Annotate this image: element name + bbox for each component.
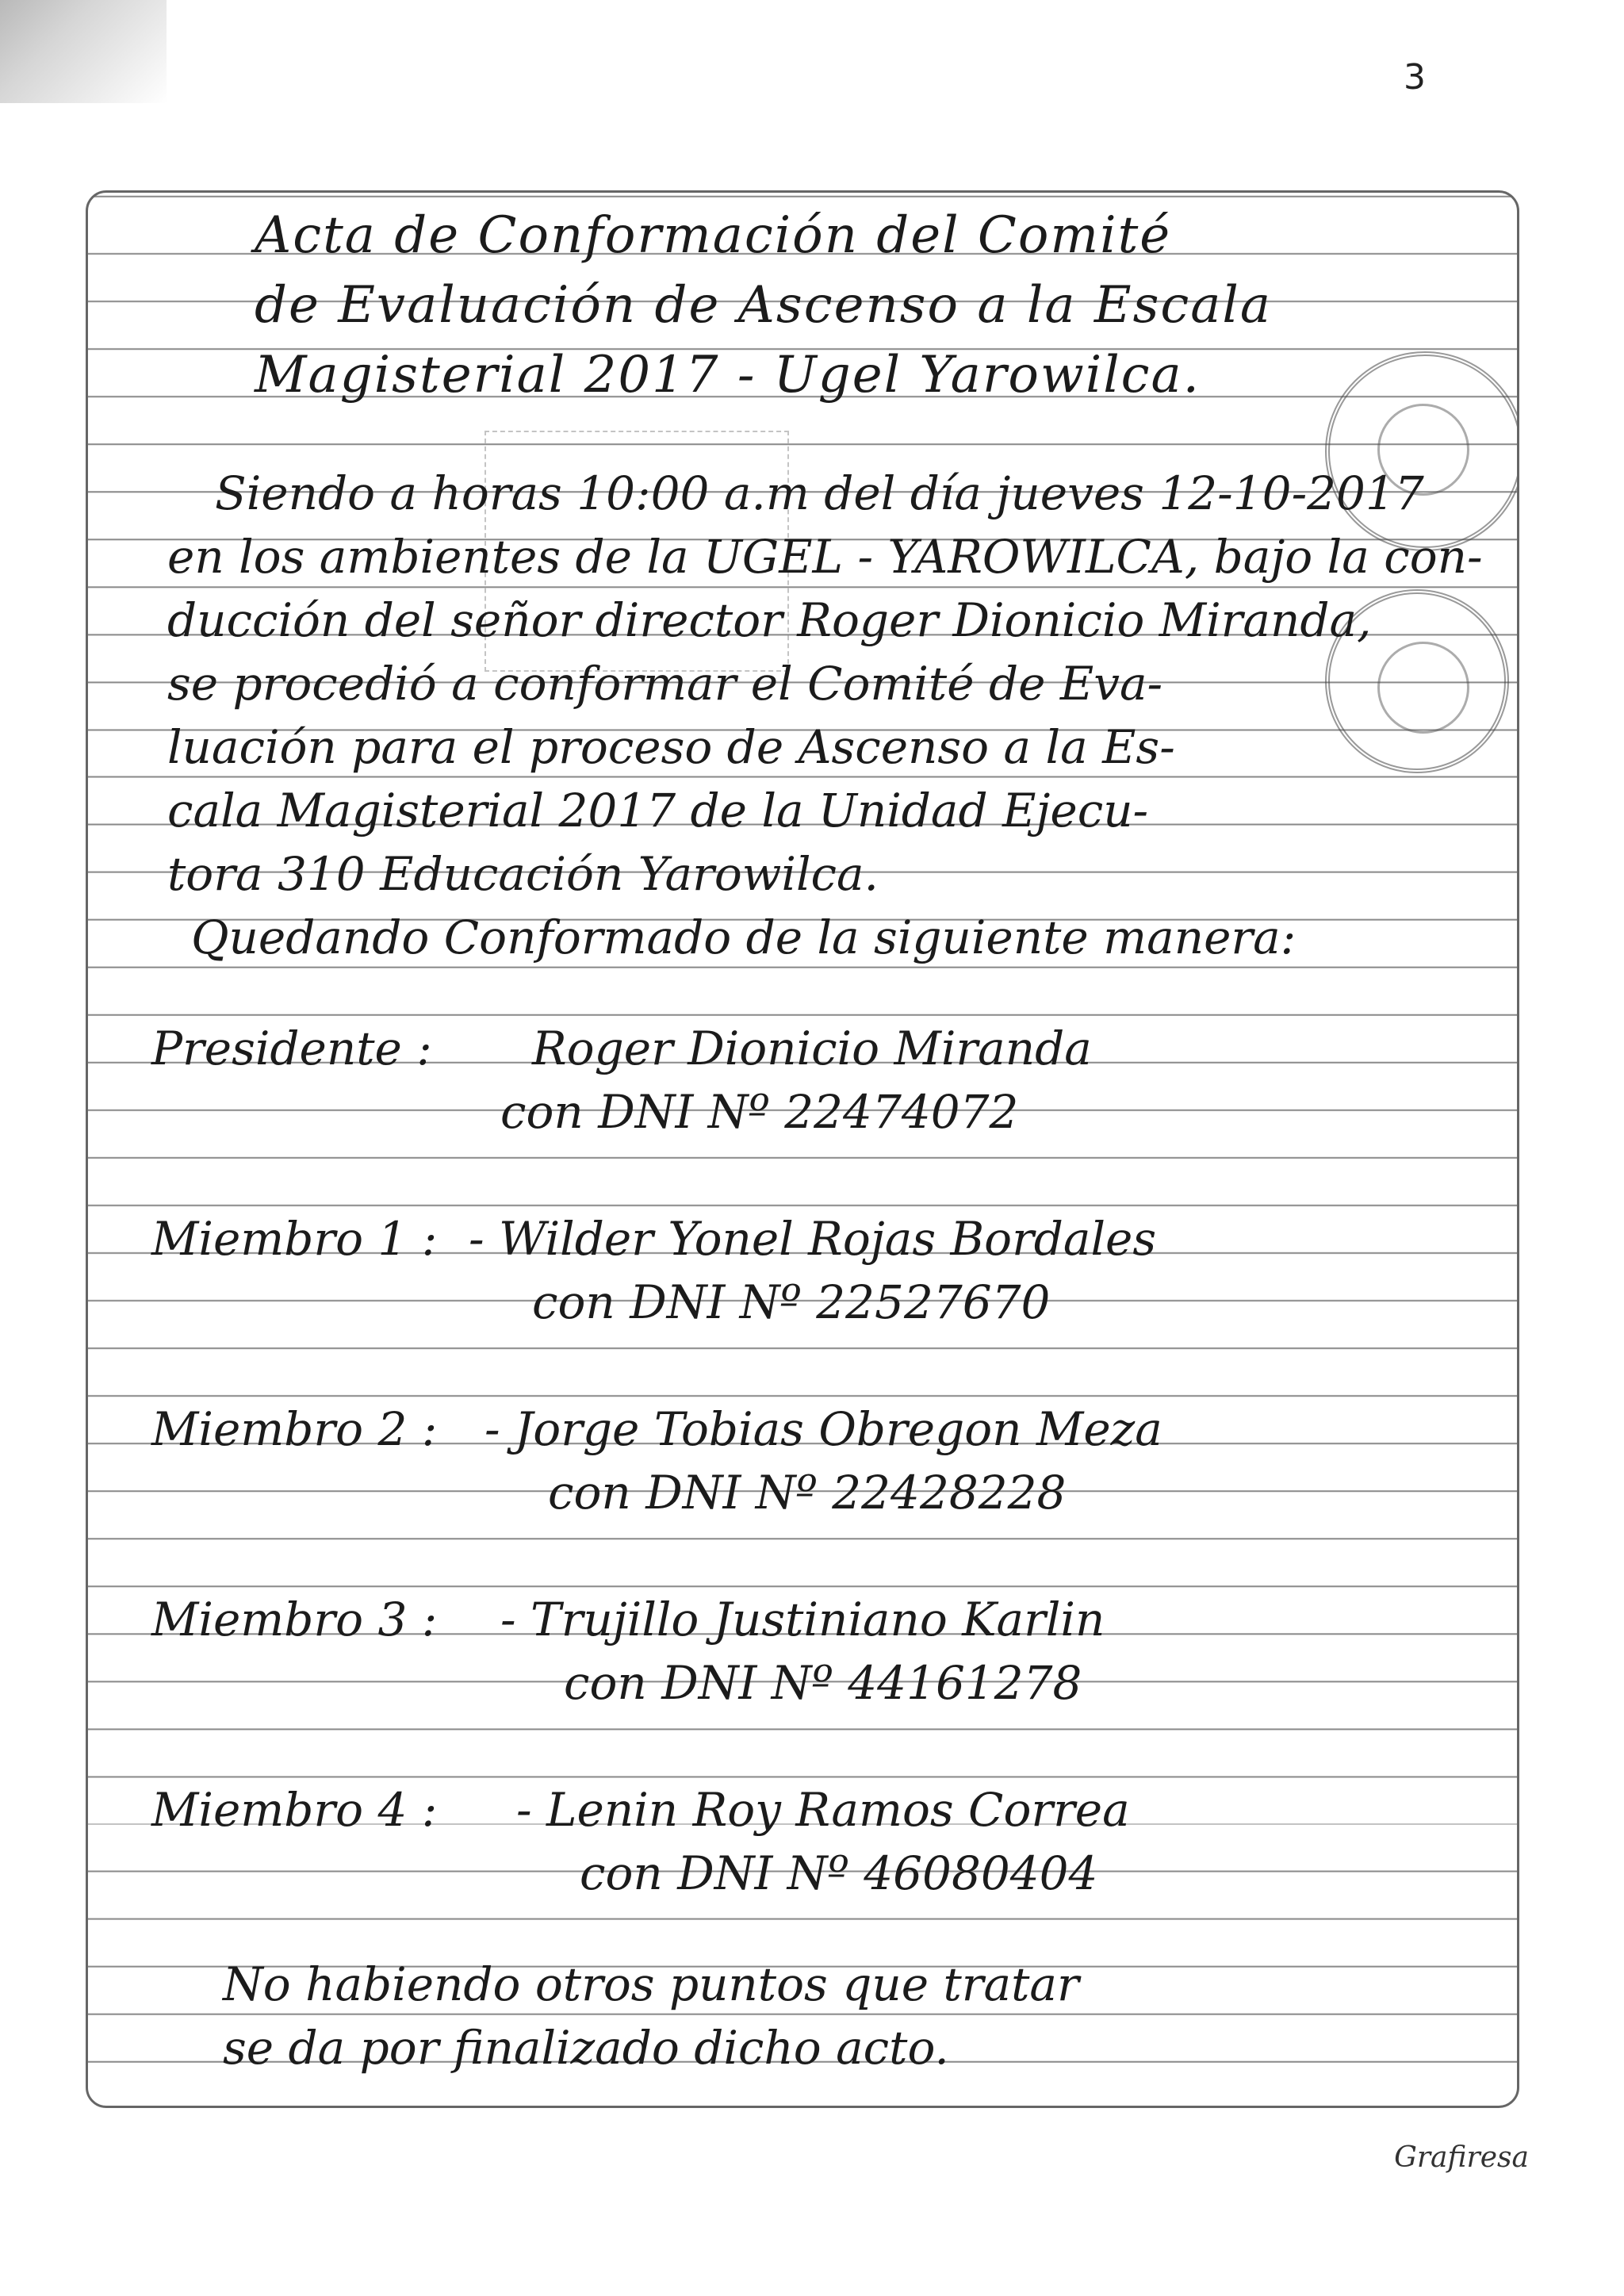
member-dni-2: con DNI Nº 22428228: [548, 1466, 1067, 1520]
member-dni-3: con DNI Nº 44161278: [564, 1656, 1082, 1710]
body-line-8: Quedando Conformado de la siguiente manera:: [191, 910, 1297, 964]
member-name-2: - Jorge Tobias Obregon Meza: [485, 1402, 1162, 1456]
body-line-1: Siendo a horas 10:00 a.m del día jueves 12-10-2017: [215, 466, 1424, 520]
title-line-3: Magisterial 2017 - Ugel Yarowilca.: [255, 346, 1201, 404]
notebook-brand-logo: Grafiresa: [1394, 2141, 1529, 2174]
member-role-2: Miembro 2 :: [151, 1402, 438, 1456]
body-line-3: ducción del señor director Roger Dionicio Miranda,: [167, 593, 1372, 647]
closing-line-2: se da por finalizado dicho acto.: [223, 2021, 949, 2075]
body-line-6: cala Magisterial 2017 de la Unidad Ejecu-: [167, 784, 1149, 838]
member-name-3: - Trujillo Justiniano Karlin: [500, 1593, 1105, 1646]
member-role-1: Miembro 1 :: [151, 1212, 438, 1266]
member-dni-1: con DNI Nº 22527670: [532, 1275, 1051, 1329]
title-line-1: Acta de Conformación del Comité: [255, 206, 1172, 265]
member-name-4: - Lenin Roy Ramos Correa: [516, 1783, 1130, 1837]
member-role-president: Presidente :: [151, 1022, 432, 1075]
body-line-4: se procedió a conformar el Comité de Eva-: [167, 657, 1163, 711]
body-line-2: en los ambientes de la UGEL - YAROWILCA, bajo la con-: [167, 530, 1483, 584]
page-number: 3: [1404, 57, 1426, 98]
member-name-1: - Wilder Yonel Rojas Bordales: [469, 1212, 1157, 1266]
closing-line-1: No habiendo otros puntos que tratar: [223, 1957, 1079, 2011]
body-line-7: tora 310 Educación Yarowilca.: [167, 847, 879, 901]
official-seal-stamp: [1325, 351, 1519, 551]
member-dni-4: con DNI Nº 46080404: [580, 1846, 1098, 1900]
member-role-3: Miembro 3 :: [151, 1593, 438, 1646]
member-role-4: Miembro 4 :: [151, 1783, 438, 1837]
member-dni-president: con DNI Nº 22474072: [500, 1085, 1019, 1139]
scan-smudge: [0, 0, 167, 103]
title-line-2: de Evaluación de Ascenso a la Escala: [255, 276, 1273, 335]
member-name-president: Roger Dionicio Miranda: [532, 1022, 1092, 1075]
body-line-5: luación para el proceso de Ascenso a la Es-: [167, 720, 1175, 774]
notebook-page: [86, 190, 1519, 2108]
